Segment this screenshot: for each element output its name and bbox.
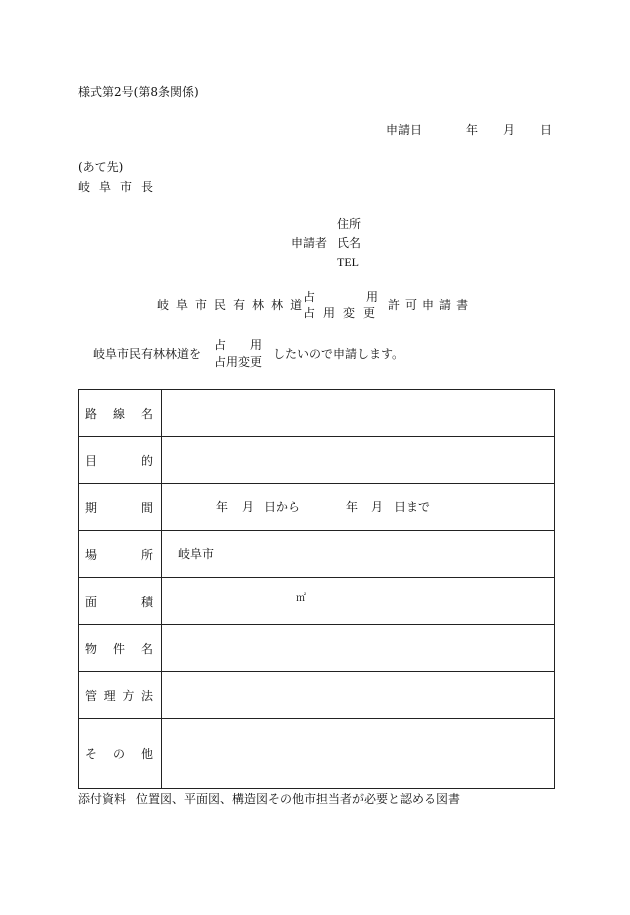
mayor-char: 長	[141, 180, 154, 194]
title-prefix	[157, 299, 302, 311]
title-option-char: 更	[363, 306, 376, 320]
row-label: 物 件 名	[79, 625, 162, 672]
title-char: 可	[405, 298, 418, 312]
title-char: 有	[233, 298, 246, 312]
row-label: 路 線 名	[79, 390, 162, 437]
mayor-char: 市	[120, 180, 133, 194]
area-field[interactable]	[162, 578, 555, 625]
addressee-label: (あて先)	[78, 160, 124, 174]
title-option-char: 占	[303, 306, 316, 320]
title-char: 申	[422, 298, 435, 312]
applicant-label: 申請者	[291, 236, 328, 250]
addressee-mayor	[78, 181, 153, 193]
title-option-occupy	[303, 291, 378, 303]
attachments-note	[78, 793, 460, 805]
title-char: 書	[456, 298, 469, 312]
table-row	[79, 390, 555, 437]
table-row	[79, 578, 555, 625]
row-label: 期 間	[79, 484, 162, 531]
mayor-char: 阜	[99, 180, 112, 194]
title-suffix	[388, 299, 468, 311]
table-row	[79, 672, 555, 719]
applicant-tel-label: TEL	[337, 255, 359, 269]
attachments-list: 位置図、平面図、構造図その他市担当者が必要と認める図書	[136, 792, 461, 806]
period-field[interactable]	[162, 484, 555, 531]
statement-lead: 岐阜市民有林林道を	[93, 347, 202, 361]
row-label: そ の 他	[79, 719, 162, 789]
applicant-address-label: 住所	[337, 217, 362, 231]
statement-option-char: 占	[214, 338, 227, 352]
table-row	[79, 437, 555, 484]
date-label: 申請日	[386, 123, 423, 137]
statement-tail: したいので申請します。	[273, 347, 405, 361]
title-char: 林	[252, 298, 265, 312]
table-row	[79, 719, 555, 789]
row-label: 管 理 方 法	[79, 672, 162, 719]
period-year-from: 年	[216, 500, 229, 514]
month-label: 月	[503, 123, 516, 137]
period-day-until: 日まで	[394, 500, 431, 514]
location-field[interactable]	[162, 531, 555, 578]
purpose-field[interactable]	[162, 437, 555, 484]
period-month-until: 月	[371, 500, 384, 514]
title-char: 岐	[157, 298, 170, 312]
row-label: 場 所	[79, 531, 162, 578]
title-option-char: 変	[343, 306, 356, 320]
applicant-name-label: 氏名	[337, 236, 362, 250]
title-char: 請	[439, 298, 452, 312]
table-row	[79, 625, 555, 672]
title-char: 阜	[176, 298, 189, 312]
title-option-change	[303, 307, 375, 319]
statement-option-occupy	[214, 339, 262, 351]
title-char: 市	[195, 298, 208, 312]
row-label: 面 積	[79, 578, 162, 625]
statement-option-char: 用	[250, 338, 263, 352]
title-char: 許	[388, 298, 401, 312]
area-unit: ㎡	[296, 593, 306, 604]
period-year-until: 年	[346, 500, 359, 514]
table-row	[79, 531, 555, 578]
row-label: 目 的	[79, 437, 162, 484]
title-char: 民	[214, 298, 227, 312]
mayor-char: 岐	[78, 180, 91, 194]
form-number: 様式第2号(第8条関係)	[78, 85, 199, 99]
attachments-label: 添付資料	[78, 792, 127, 806]
day-label: 日	[540, 123, 553, 137]
application-form-table	[78, 389, 555, 789]
period-day-from: 日から	[264, 500, 301, 514]
title-option-char: 用	[323, 306, 336, 320]
location-value: 岐阜市	[178, 547, 215, 561]
other-field[interactable]	[162, 719, 555, 789]
title-option-char: 占	[303, 290, 316, 304]
table-row	[79, 484, 555, 531]
title-char: 道	[290, 298, 303, 312]
route-name-field[interactable]	[162, 390, 555, 437]
title-char: 林	[271, 298, 284, 312]
year-label: 年	[466, 123, 479, 137]
period-month-from: 月	[242, 500, 255, 514]
title-option-char: 用	[366, 290, 379, 304]
statement-option-change: 占用変更	[214, 355, 263, 369]
item-name-field[interactable]	[162, 625, 555, 672]
management-method-field[interactable]	[162, 672, 555, 719]
